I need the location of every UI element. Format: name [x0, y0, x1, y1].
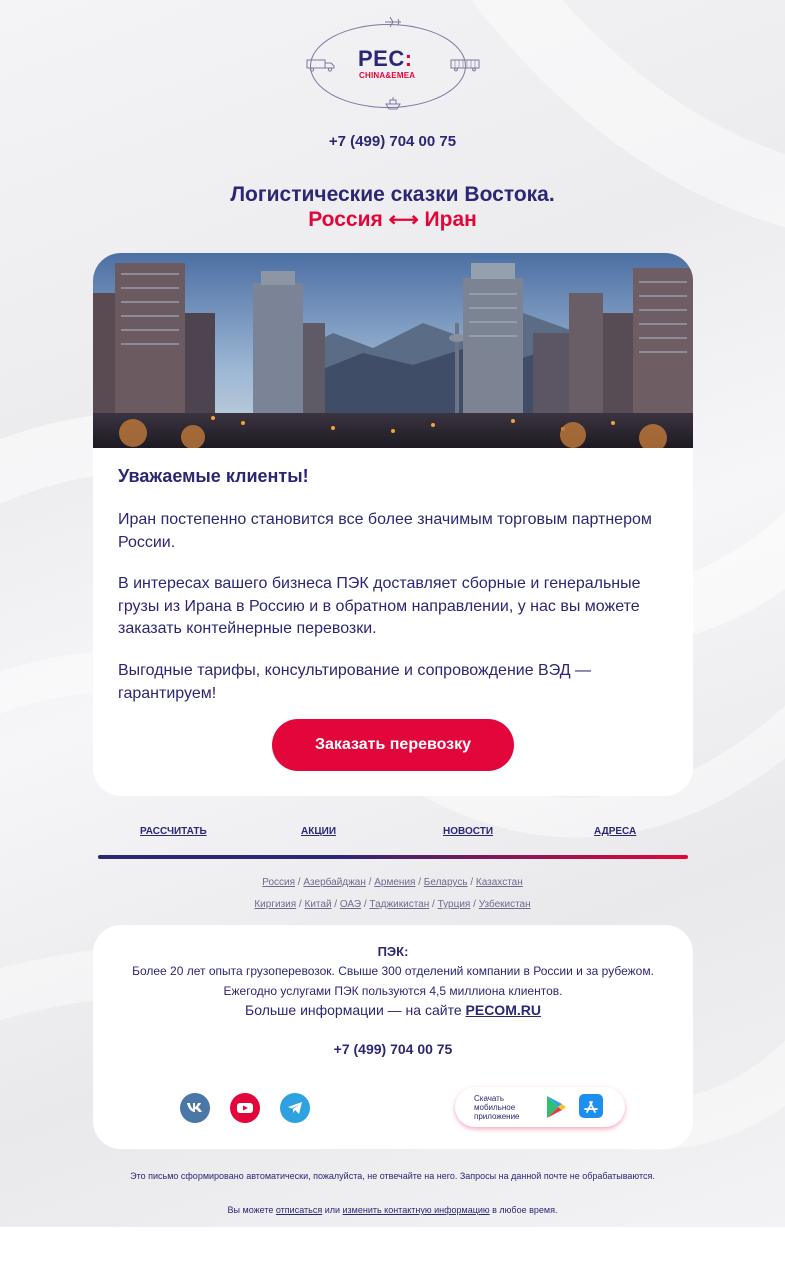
countries-row-1: Россия / Азербайджан / Армения / Беларусь / Казахстан	[262, 877, 523, 888]
country-link[interactable]: Узбекистан	[478, 899, 531, 910]
vk-icon[interactable]	[180, 1093, 210, 1123]
company-info-card	[93, 925, 693, 1149]
info-line-3: Больше информации — на сайте PECOM.RU	[245, 1002, 541, 1018]
greeting: Уважаемые клиенты!	[118, 466, 309, 486]
nav-divider	[98, 855, 688, 859]
app-badge-text: Скачать мобильное приложение	[474, 1094, 520, 1121]
pec-logo[interactable]	[306, 14, 482, 114]
youtube-icon[interactable]	[230, 1093, 260, 1123]
info-line-1: Более 20 лет опыта грузоперевозок. Свыше 300 отделений компании в России и за рубежом.	[132, 964, 654, 978]
country-link[interactable]: Киргизия	[254, 899, 297, 910]
country-link[interactable]: Китай	[304, 899, 332, 910]
auto-email-notice: Это письмо сформировано автоматически, пожалуйста, не отвечайте на него. Запросы на данной почте не обрабатываются.	[130, 1171, 655, 1181]
country-link[interactable]: Таджикистан	[369, 899, 430, 910]
nav-addresses[interactable]: АДРЕСА	[594, 826, 637, 837]
country-link[interactable]: Беларусь	[423, 877, 468, 888]
logo-wordmark: PEC:	[358, 46, 413, 71]
header-phone[interactable]: +7 (499) 704 00 75	[328, 133, 457, 150]
headline-route: Россия ⟷ Иран	[308, 208, 477, 231]
hero-city-image	[93, 253, 693, 448]
paragraph-2: В интересах вашего бизнеса ПЭК доставляет сборные и генеральные грузы из Ирана в Россию и в обратном направлении, у нас вы можете заказать контейнерные перевозки.	[118, 575, 641, 637]
country-link[interactable]: Армения	[374, 877, 416, 888]
main-card	[93, 253, 693, 796]
paragraph-1: Иран постепенно становится все более значимым торговым партнером России.	[118, 511, 652, 551]
country-link[interactable]: Россия	[262, 877, 296, 888]
unsubscribe-link[interactable]: отписаться	[275, 1205, 323, 1215]
nav-calculate[interactable]: РАССЧИТАТЬ	[140, 826, 207, 837]
plane-icon	[384, 16, 402, 28]
countries-row-2: Киргизия / Китай / ОАЭ / Таджикистан / Турция / Узбекистан	[254, 899, 531, 910]
google-play-icon[interactable]	[545, 1095, 567, 1119]
headline: Логистические сказки Востока.	[230, 183, 555, 206]
mobile-app-badge[interactable]	[455, 1087, 625, 1127]
telegram-icon[interactable]	[280, 1093, 310, 1123]
logo-subtitle: CHINA&EMEA	[359, 71, 416, 80]
change-contact-link[interactable]: изменить контактную информацию	[342, 1205, 490, 1215]
order-transport-button[interactable]: Заказать перевозку	[272, 719, 514, 771]
country-link[interactable]: Азербайджан	[303, 877, 366, 888]
nav-promotions[interactable]: АКЦИИ	[301, 826, 337, 837]
site-link[interactable]: PECOM.RU	[465, 1002, 541, 1018]
train-car-icon	[450, 58, 480, 72]
info-title: ПЭК:	[377, 944, 409, 959]
country-link[interactable]: Турция	[437, 899, 471, 910]
paragraph-3: Выгодные тарифы, консультирование и сопровождение ВЭД — гарантируем!	[118, 662, 591, 702]
ship-icon	[384, 96, 402, 110]
truck-icon	[306, 58, 336, 72]
unsubscribe-line: Вы можете отписаться или изменить контактную информацию в любое время.	[227, 1205, 558, 1215]
country-link[interactable]: Казахстан	[475, 877, 523, 888]
app-store-icon[interactable]	[579, 1094, 603, 1118]
info-line-2: Ежегодно услугами ПЭК пользуются 4,5 миллиона клиентов.	[223, 984, 563, 998]
nav-news[interactable]: НОВОСТИ	[443, 826, 494, 837]
country-link[interactable]: ОАЭ	[339, 899, 362, 910]
info-phone[interactable]: +7 (499) 704 00 75	[333, 1041, 453, 1057]
footer-nav	[98, 826, 688, 840]
